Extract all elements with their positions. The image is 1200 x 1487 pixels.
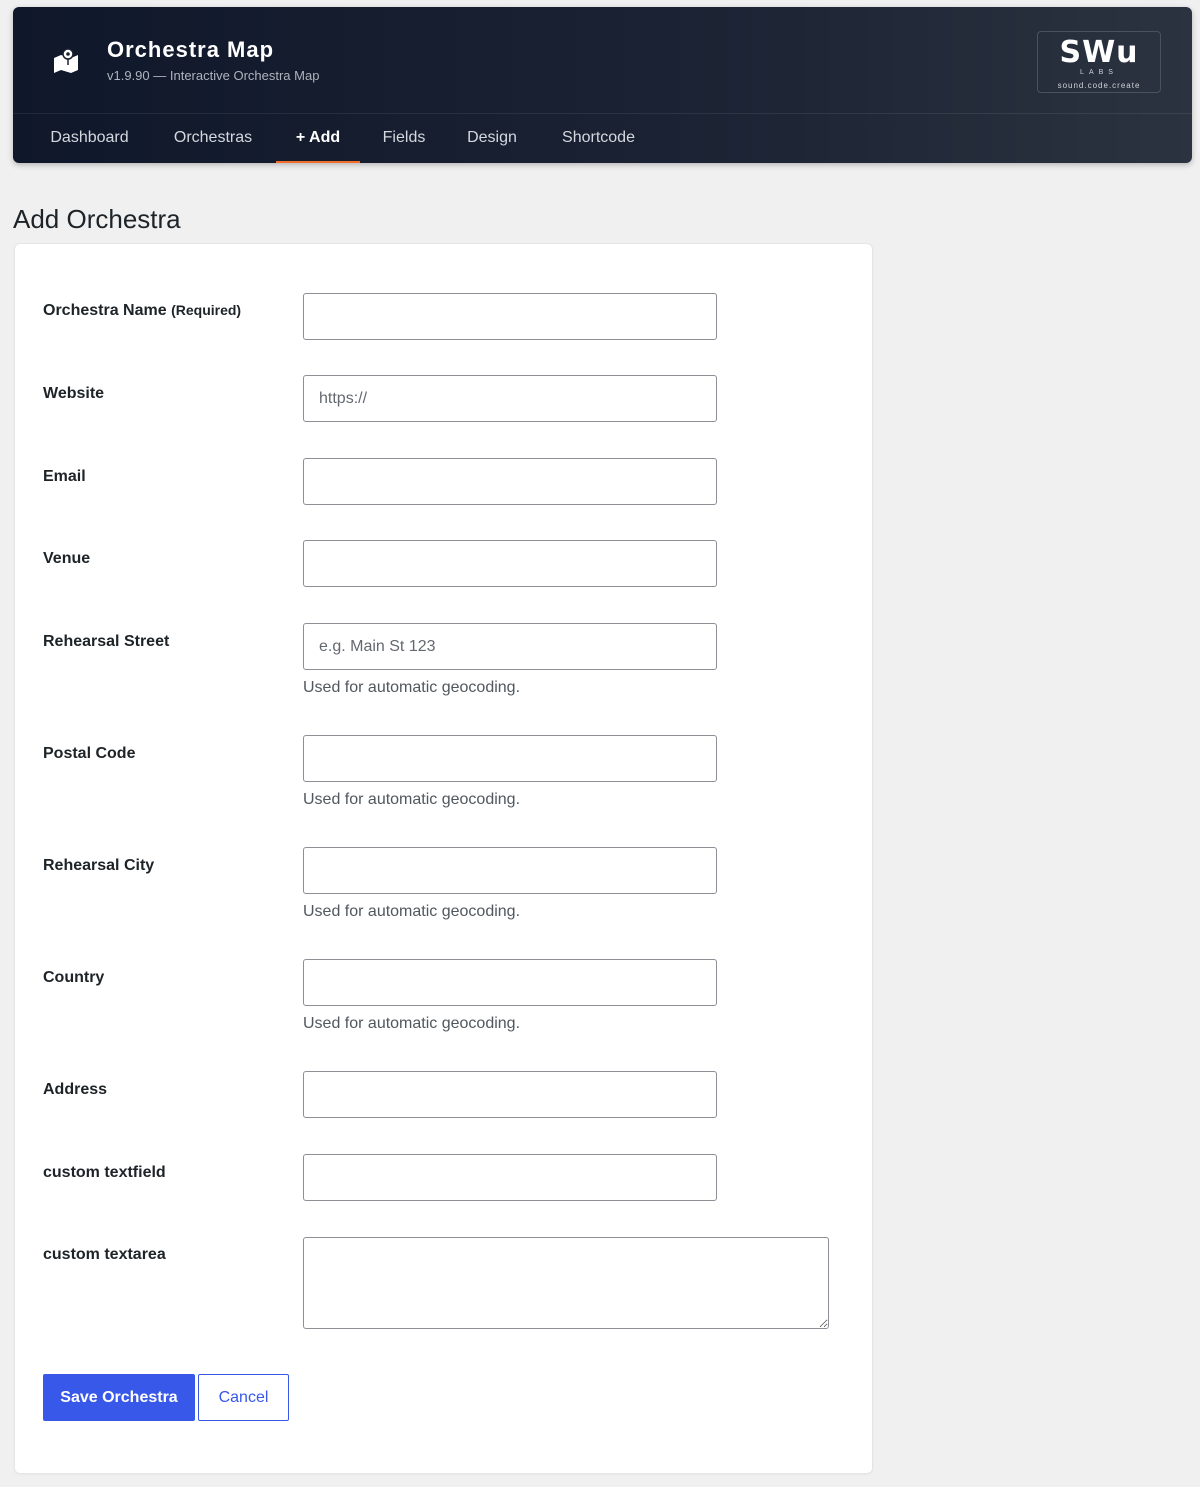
custom-textfield-label: custom textfield bbox=[43, 1164, 166, 1181]
header-top bbox=[13, 7, 1192, 113]
country-input[interactable] bbox=[303, 959, 717, 1006]
rehearsal-street-hint: Used for automatic geocoding. bbox=[303, 679, 521, 696]
app-subtitle: v1.9.90 — Interactive Orchestra Map bbox=[107, 68, 320, 83]
tab-shortcode[interactable]: Shortcode bbox=[562, 129, 635, 146]
main-nav bbox=[13, 113, 1192, 163]
tab-add[interactable]: + Add bbox=[276, 114, 360, 163]
email-input[interactable] bbox=[303, 458, 717, 505]
map-pin-icon bbox=[51, 45, 81, 75]
page-title: Add Orchestra bbox=[13, 204, 181, 234]
save-orchestra-button[interactable]: Save Orchestra bbox=[43, 1374, 195, 1421]
logo-labs: LABS bbox=[1080, 69, 1118, 76]
postal-code-hint: Used for automatic geocoding. bbox=[303, 791, 521, 808]
rehearsal-city-label: Rehearsal City bbox=[43, 857, 155, 874]
tab-dashboard[interactable]: Dashboard bbox=[50, 129, 129, 146]
cancel-button[interactable]: Cancel bbox=[198, 1374, 289, 1421]
rehearsal-city-hint: Used for automatic geocoding. bbox=[303, 903, 521, 920]
rehearsal-city-input[interactable] bbox=[303, 847, 717, 894]
orchestra-form bbox=[14, 243, 873, 1474]
tab-orchestras[interactable]: Orchestras bbox=[173, 129, 253, 146]
custom-textfield-input[interactable] bbox=[303, 1154, 717, 1201]
tab-design[interactable]: Design bbox=[467, 129, 517, 146]
tab-fields[interactable]: Fields bbox=[382, 129, 426, 146]
rehearsal-street-label: Rehearsal Street bbox=[43, 633, 170, 650]
website-label: Website bbox=[43, 385, 105, 402]
app-header bbox=[13, 7, 1192, 163]
venue-label: Venue bbox=[43, 550, 91, 567]
orchestra-name-label bbox=[43, 302, 241, 320]
postal-code-input[interactable] bbox=[303, 735, 717, 782]
logo-wordmark: SWu bbox=[1059, 35, 1139, 70]
website-input[interactable] bbox=[303, 375, 717, 422]
custom-textarea-input[interactable] bbox=[303, 1237, 829, 1329]
logo-tagline: sound.code.create bbox=[1057, 81, 1141, 90]
swu-labs-logo bbox=[1037, 31, 1161, 93]
orchestra-name-input[interactable] bbox=[303, 293, 717, 340]
orchestra-name-label-text: Orchestra Name bbox=[43, 302, 167, 319]
postal-code-label: Postal Code bbox=[43, 745, 136, 762]
required-marker: (Required) bbox=[171, 302, 242, 318]
rehearsal-street-input[interactable] bbox=[303, 623, 717, 670]
custom-textarea-label: custom textarea bbox=[43, 1246, 166, 1263]
country-label: Country bbox=[43, 969, 105, 986]
address-input[interactable] bbox=[303, 1071, 717, 1118]
address-label: Address bbox=[43, 1081, 108, 1098]
venue-input[interactable] bbox=[303, 540, 717, 587]
email-label: Email bbox=[43, 468, 86, 485]
country-hint: Used for automatic geocoding. bbox=[303, 1015, 521, 1032]
app-title: Orchestra Map bbox=[107, 37, 275, 62]
